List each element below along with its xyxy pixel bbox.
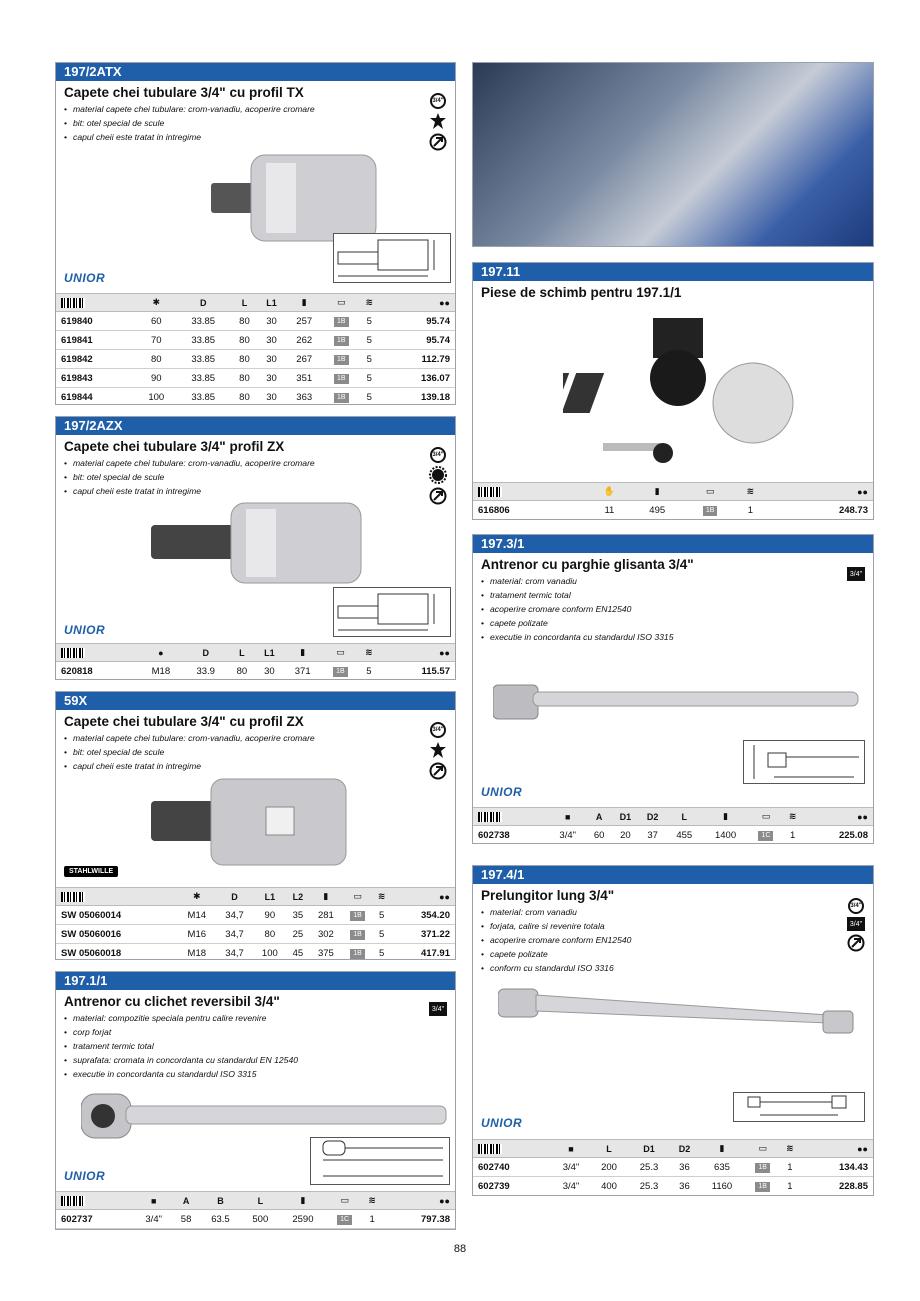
table-header-row [56,294,455,312]
product-card-197-1-1 [55,971,456,1230]
feature-item: • corp forjat [64,1025,447,1039]
spec-table [473,807,873,844]
feature-item: • capul cheii este tratat in intregime [64,759,447,773]
package-icon: ▭ [342,888,372,906]
attribute-icons [847,898,865,952]
weight-icon: ▮ [283,644,322,662]
tempered-tool-icon [429,487,447,505]
product-code: 59X [56,692,455,710]
table-row: 602740 3/4" 200 25.3 36 635 1B 1 134.43 [473,1158,873,1177]
spec-table [56,887,455,960]
tempered-tool-icon [429,762,447,780]
column-header: D1 [612,808,639,826]
quantity-icon: ≋ [736,483,765,501]
feature-item: • tratament termic total [481,588,865,602]
spec-table [473,1139,873,1196]
package-icon: ▭ [327,1192,362,1210]
table-row: SW 05060016 M16 34,7 80 25 302 1B 5 371.22 [56,925,455,944]
barcode-icon [61,298,85,308]
square-drive-icon: ■ [549,808,586,826]
column-header: D1 [628,1140,671,1158]
product-code: 197.11 [473,263,873,281]
table-header-row [56,1192,455,1210]
feature-item: • suprafata: cromata in concordanta cu standardul EN 12540 [64,1053,447,1067]
profile-header: ● [138,644,183,662]
product-card-197-11 [472,262,874,520]
barcode-icon [61,892,85,902]
column-header: D2 [670,1140,698,1158]
feature-item: • capul cheii este tratat in intregime [64,130,447,144]
product-title: Piese de schimb pentru 197.1/1 [481,285,682,300]
drive-size-icon: 3/4" [847,567,865,581]
feature-item: • material capete chei tubulare: crom-vanadiu, acoperire cromare [64,456,447,470]
product-code: 197/2AZX [56,417,455,435]
spline-profile-icon [429,466,447,484]
product-code: 197.3/1 [473,535,873,553]
attribute-icons [429,447,447,505]
column-header: L2 [286,888,309,906]
column-header: L [231,294,258,312]
product-card-197-2azx [55,416,456,680]
dimension-drawing [310,1137,450,1185]
unior-logo: UNIOR [64,1169,106,1183]
feature-list [473,905,873,975]
parts-count-icon: ✋ [589,483,630,501]
weight-icon: ▮ [285,294,323,312]
barcode-icon [61,1196,85,1206]
quantity-icon: ≋ [358,644,379,662]
unior-logo: UNIOR [64,623,106,637]
package-icon: ▭ [323,294,359,312]
spare-parts-image [563,313,803,473]
feature-item: • material capete chei tubulare: crom-vanadiu, acoperire cromare [64,102,447,116]
feature-item: • acoperire cromare conform EN12540 [481,602,865,616]
spec-table [56,293,455,405]
price-icon: ●● [765,483,873,501]
feature-item: • bit: otel special de scule [64,116,447,130]
feature-list [56,102,455,144]
package-icon: ▭ [749,808,783,826]
column-header: B [199,1192,242,1210]
weight-icon: ▮ [630,483,685,501]
quantity-icon: ≋ [783,808,802,826]
column-header: D2 [639,808,666,826]
unior-logo: UNIOR [481,785,523,799]
price-icon: ●● [802,808,873,826]
barcode-header [473,1140,552,1158]
drive-size-icon: 3/4" [848,898,864,914]
table-row: 620818 M18 33.9 80 30 371 1B 5 115.57 [56,662,455,681]
ratchet-image [81,1092,451,1142]
column-header: D [175,294,230,312]
socket-image [151,777,371,867]
attribute-icons [847,567,865,581]
drive-size-icon: 3/4" [430,722,446,738]
package-icon: ▭ [745,1140,780,1158]
price-icon: ●● [382,1192,455,1210]
torx-profile-icon [429,112,447,130]
package-icon: ▭ [322,644,358,662]
drive-size-icon: 3/4" [430,447,446,463]
feature-list [56,456,455,498]
profile-header: ✱ [178,888,216,906]
table-header-row [473,808,873,826]
sliding-t-bar-image [493,680,863,725]
barcode-icon [478,812,502,822]
barcode-icon [478,1144,502,1154]
barcode-header [56,888,178,906]
table-row: 619844 100 33.85 80 30 363 1B 5 139.18 [56,388,455,406]
price-icon: ●● [380,294,455,312]
price-icon: ●● [379,644,455,662]
column-header: L1 [253,888,286,906]
table-row: 619842 80 33.85 80 30 267 1B 5 112.79 [56,350,455,369]
product-code: 197/2ATX [56,63,455,81]
dimension-drawing [733,1092,865,1122]
table-row: 619843 90 33.85 80 30 351 1B 5 136.07 [56,369,455,388]
spec-table [56,1191,455,1229]
column-header: L [590,1140,627,1158]
product-title: Antrenor cu clichet reversibil 3/4" [64,994,280,1009]
table-row: 602737 3/4" 58 63.5 500 2590 1C 1 797.38 [56,1210,455,1229]
attribute-icons [429,722,447,780]
barcode-header [56,294,137,312]
feature-item: • conform cu standardul ISO 3316 [481,961,865,975]
barcode-icon [478,487,502,497]
table-row: 616806 11 495 1B 1 248.73 [473,501,873,520]
quantity-icon: ≋ [359,294,380,312]
socket-image [211,153,381,243]
barcode-header [473,808,549,826]
product-title: Prelungitor lung 3/4" [481,888,615,903]
table-row: 602738 3/4" 60 20 37 455 1400 1C 1 225.08 [473,826,873,845]
barcode-header [56,644,138,662]
stahlwille-logo: STAHLWILLE [64,866,118,877]
tempered-tool-icon [847,934,865,952]
feature-item: • acoperire cromare conform EN12540 [481,933,865,947]
table-header-row [56,888,455,906]
column-header: A [173,1192,199,1210]
column-header: L1 [258,294,285,312]
table-row: 619841 70 33.85 80 30 262 1B 5 95.74 [56,331,455,350]
product-card-197-3-1 [472,534,874,844]
tempered-tool-icon [429,133,447,151]
extension-bar-image [498,981,858,1041]
square-drive-label: 3/4" [847,917,865,931]
price-icon: ●● [800,1140,873,1158]
feature-list [56,731,455,773]
barcode-icon [61,648,85,658]
table-row: SW 05060018 M18 34,7 100 45 375 1B 5 417.91 [56,944,455,961]
column-header: L [228,644,256,662]
product-title: Capete chei tubulare 3/4" cu profil ZX [64,714,304,729]
product-card-197-4-1 [472,865,874,1196]
weight-icon: ▮ [279,1192,327,1210]
quantity-icon: ≋ [373,888,391,906]
product-code: 197.4/1 [473,866,873,884]
spec-table [473,482,873,520]
drive-size-icon: 3/4" [430,93,446,109]
attribute-icons [429,93,447,151]
square-drive-icon: ■ [134,1192,173,1210]
page-number: 88 [453,1243,467,1255]
weight-icon: ▮ [309,888,342,906]
feature-item: • bit: otel special de scule [64,470,447,484]
feature-item: • tratament termic total [64,1039,447,1053]
column-header: D [183,644,228,662]
feature-item: • capete polizate [481,616,865,630]
feature-item: • capul cheii este tratat in intregime [64,484,447,498]
column-header: D [216,888,254,906]
table-row: 602739 3/4" 400 25.3 36 1160 1B 1 228.85 [473,1177,873,1196]
product-card-59x [55,691,456,960]
feature-item: • material: crom vanadiu [481,574,865,588]
quantity-icon: ≋ [362,1192,382,1210]
table-row: SW 05060014 M14 34,7 90 35 281 1B 5 354.20 [56,906,455,925]
drive-size-icon: 3/4" [429,1002,447,1016]
feature-item: • material capete chei tubulare: crom-vanadiu, acoperire cromare [64,731,447,745]
dimension-drawing [333,233,451,283]
feature-item: • executie in concordanta cu standardul ISO 3315 [481,630,865,644]
quantity-icon: ≋ [780,1140,800,1158]
product-title: Capete chei tubulare 3/4" cu profil TX [64,85,304,100]
feature-list [56,1011,455,1081]
feature-item: • executie in concordanta cu standardul ISO 3315 [64,1067,447,1081]
weight-icon: ▮ [702,808,749,826]
socket-image [151,497,371,587]
column-header: L [242,1192,279,1210]
table-row: 619840 60 33.85 80 30 257 1B 5 95.74 [56,312,455,331]
package-icon: ▭ [685,483,736,501]
product-photo [472,62,874,247]
torx-profile-icon [429,741,447,759]
feature-item: • capete polizate [481,947,865,961]
square-drive-icon: ■ [552,1140,591,1158]
table-header-row [473,483,873,501]
column-header: A [586,808,611,826]
table-header-row [473,1140,873,1158]
feature-list [473,574,873,644]
column-header: L [666,808,702,826]
product-title: Capete chei tubulare 3/4" profil ZX [64,439,285,454]
feature-item: • material: compozitie speciala pentru calire revenire [64,1011,447,1025]
spec-table [56,643,455,680]
table-header-row [56,644,455,662]
product-code: 197.1/1 [56,972,455,990]
product-title: Antrenor cu parghie glisanta 3/4" [481,557,694,572]
attribute-icons [429,1002,447,1016]
profile-header: ✱ [137,294,175,312]
product-card-197-2atx [55,62,456,405]
dimension-drawing [333,587,451,637]
feature-item: • bit: otel special de scule [64,745,447,759]
unior-logo: UNIOR [481,1116,523,1130]
barcode-header [56,1192,134,1210]
dimension-drawing [743,740,865,784]
weight-icon: ▮ [699,1140,746,1158]
price-icon: ●● [390,888,455,906]
column-header: L1 [256,644,284,662]
feature-item: • forjata, calire si revenire totala [481,919,865,933]
barcode-header [473,483,589,501]
unior-logo: UNIOR [64,271,106,285]
feature-item: • material: crom vanadiu [481,905,865,919]
